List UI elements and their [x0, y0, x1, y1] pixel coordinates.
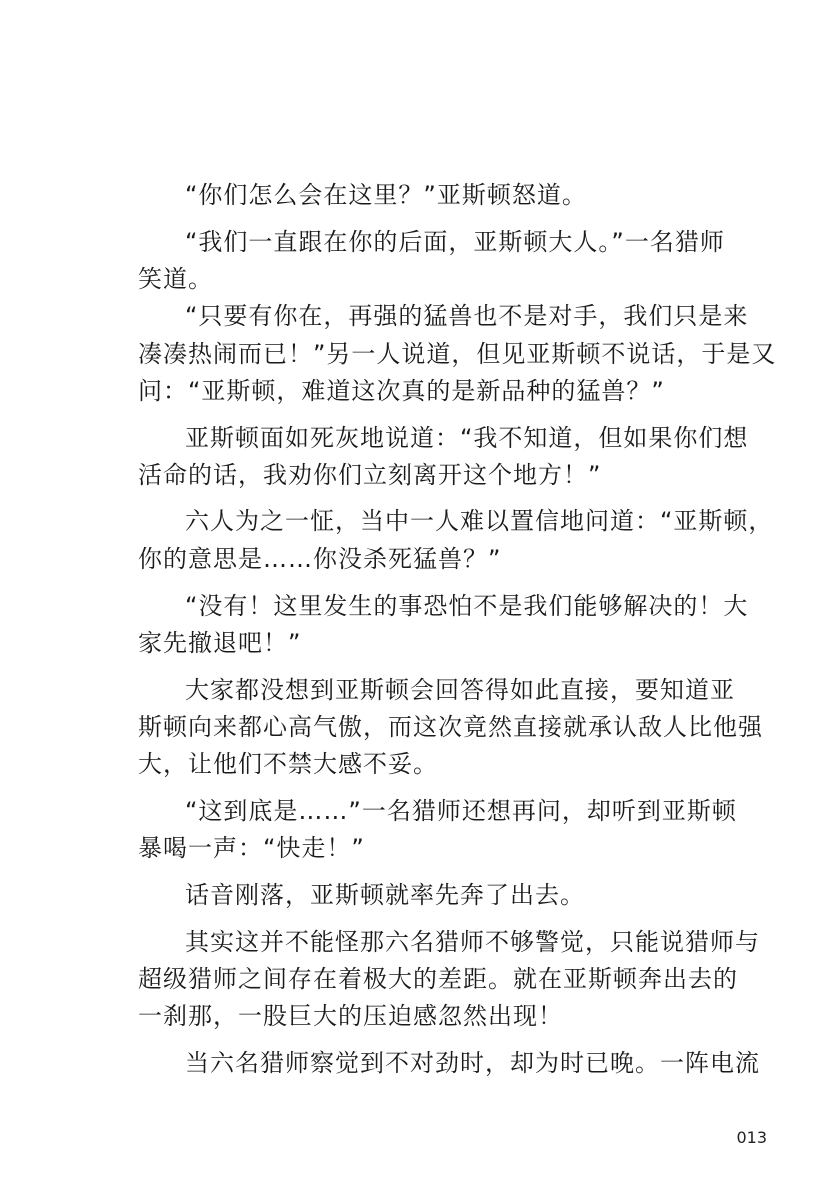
text-line: “这到底是……”一名猎师还想再问，却听到亚斯顿	[185, 797, 737, 825]
text-line: 你的意思是……你没杀死猛兽？”	[138, 545, 502, 573]
text-line: “没有！这里发生的事恐怕不是我们能够解决的！大	[185, 592, 749, 620]
text-line: 活命的话，我劝你们立刻离开这个地方！”	[138, 461, 602, 489]
text-line: 一刹那，一股巨大的压迫感忽然出现！	[138, 1002, 563, 1030]
text-line: 暴喝一声：“快走！”	[138, 834, 365, 862]
page-number: 013	[736, 1128, 767, 1147]
text-line: 大，让他们不禁大感不妥。	[138, 750, 438, 778]
text-line: 问：“亚斯顿，难道这次真的是新品种的猛兽？”	[138, 377, 665, 405]
text-line: 话音刚落，亚斯顿就率先奔了出去。	[185, 881, 585, 909]
text-line: 大家都没想到亚斯顿会回答得如此直接，要知道亚	[185, 676, 735, 704]
text-line: 家先撤退吧！”	[138, 629, 302, 657]
text-line: “你们怎么会在这里？”亚斯顿怒道。	[185, 181, 587, 209]
text-line: 亚斯顿面如死灰地说道：“我不知道，但如果你们想	[185, 424, 749, 452]
text-line: 当六名猎师察觉到不对劲时，却为时已晚。一阵电流	[185, 1049, 760, 1077]
text-line: “只要有你在，再强的猛兽也不是对手，我们只是来	[185, 302, 749, 330]
text-line: 其实这并不能怪那六名猎师不够警觉，只能说猎师与	[185, 928, 760, 956]
text-line: 笑道。	[138, 265, 213, 293]
text-line: “我们一直跟在你的后面，亚斯顿大人。”一名猎师	[185, 228, 725, 256]
text-line: 六人为之一怔，当中一人难以置信地问道：“亚斯顿，	[185, 507, 774, 535]
text-line: 超级猎师之间存在着极大的差距。就在亚斯顿奔出去的	[138, 965, 738, 993]
text-line: 斯顿向来都心高气傲，而这次竟然直接就承认敌人比他强	[138, 713, 763, 741]
text-line: 凑凑热闹而已！”另一人说道，但见亚斯顿不说话，于是又	[138, 340, 777, 368]
